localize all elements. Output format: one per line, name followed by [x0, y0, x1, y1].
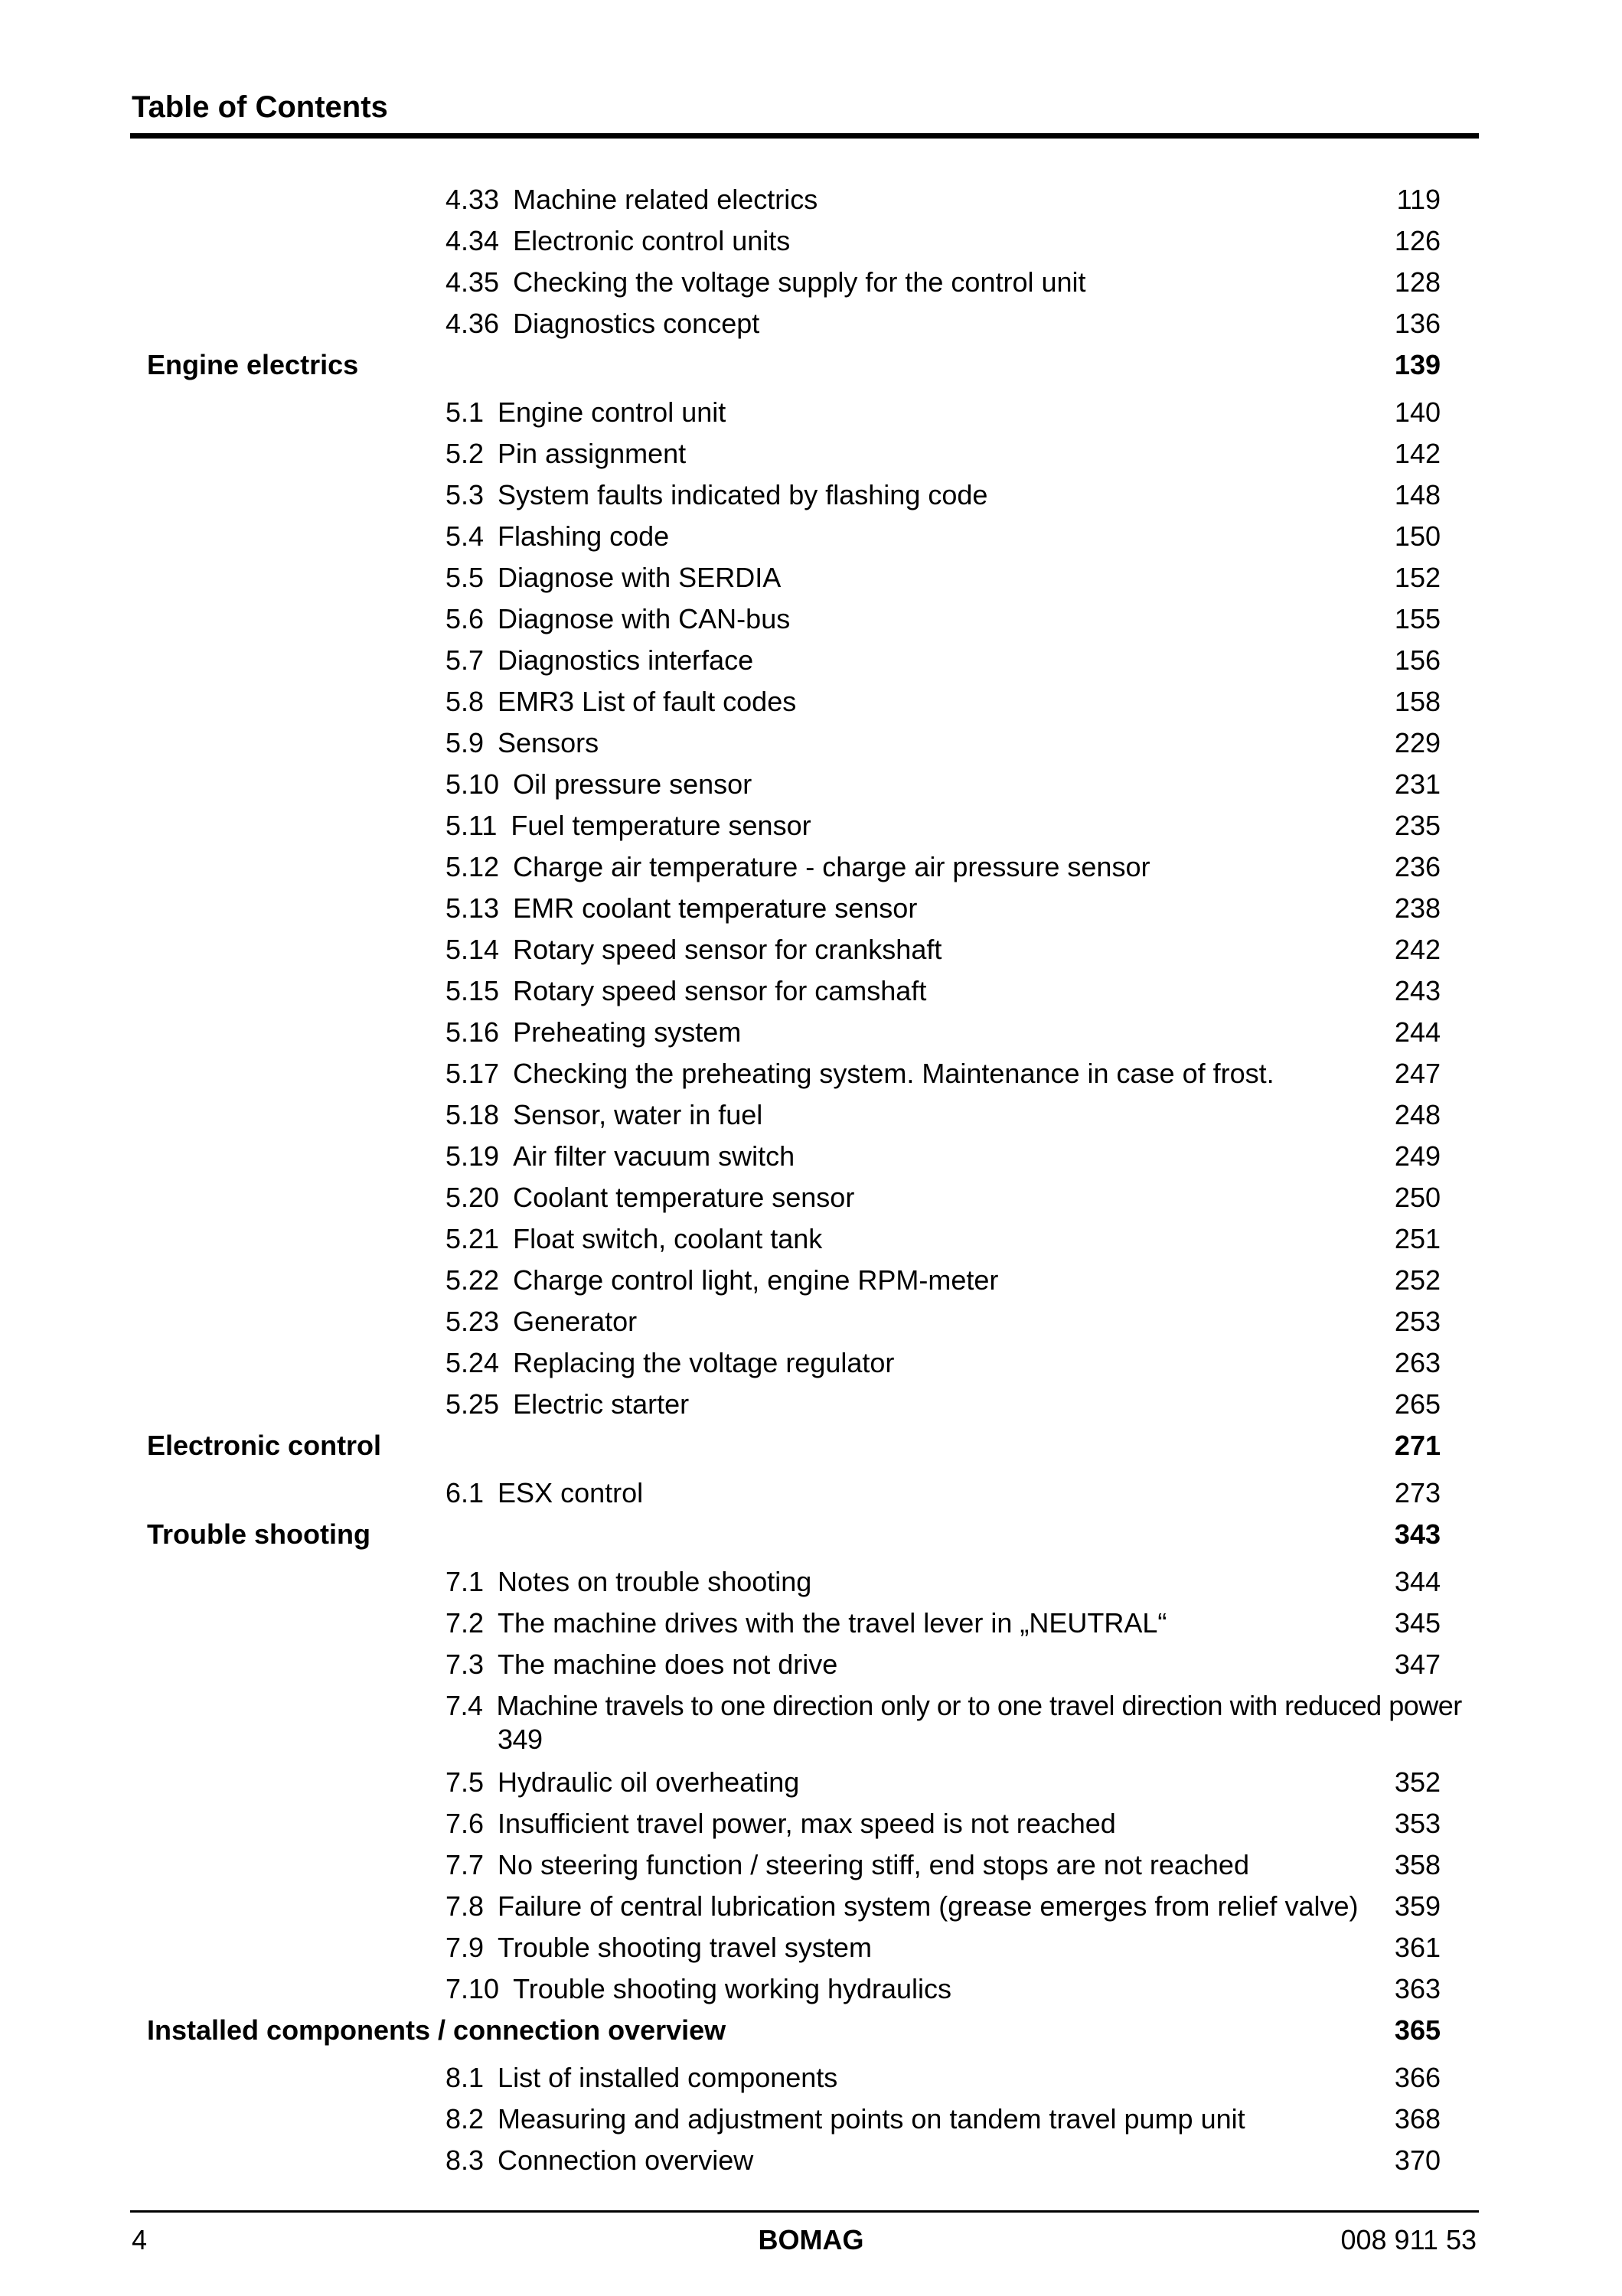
toc-entry-page: 370	[1394, 2144, 1441, 2176]
toc-entry	[445, 475, 1441, 516]
toc-entry	[445, 970, 1441, 1012]
toc-entry-number: 5.14	[445, 934, 500, 965]
toc-entry-number: 5.21	[445, 1223, 500, 1254]
toc-entry	[445, 640, 1441, 681]
toc-entry-label: Float switch, coolant tank	[513, 1223, 823, 1254]
toc-entry	[445, 1177, 1441, 1218]
toc-entry-label: Fuel temperature sensor	[511, 810, 811, 841]
toc-entry-number: 7.4	[445, 1690, 483, 1721]
toc-entry-number: 8.2	[445, 2103, 485, 2135]
toc-entry-label: List of installed components	[498, 2062, 838, 2093]
toc-entry-label: EMR3 List of fault codes	[498, 686, 797, 717]
toc-entry	[445, 1968, 1441, 2010]
toc-entry-number: 5.18	[445, 1099, 500, 1130]
toc-entry-page: 359	[1394, 1890, 1441, 1922]
toc-entry-label: Sensors	[498, 727, 599, 758]
toc-entry	[445, 1136, 1441, 1177]
toc-entry-label: Charge control light, engine RPM-meter	[513, 1264, 999, 1296]
toc-entry-number: 5.25	[445, 1388, 500, 1420]
toc-entry	[445, 1012, 1441, 1053]
toc-entry-label: Electronic control units	[513, 225, 791, 256]
toc-entry-label: Flashing code	[498, 520, 670, 552]
toc-entry-page: 242	[1394, 934, 1441, 965]
toc-entry-number: 7.10	[445, 1973, 500, 2004]
toc-entry-number: 5.6	[445, 603, 485, 634]
toc-entry-label: System faults indicated by flashing code	[498, 479, 988, 510]
toc-entry-label: Hydraulic oil overheating	[498, 1766, 800, 1798]
toc-entry-label: Engine control unit	[498, 396, 726, 428]
toc-entry	[445, 1803, 1441, 1844]
toc-entry-page: 140	[1394, 396, 1441, 428]
toc-entry-label: Measuring and adjustment points on tandem travel pump unit	[498, 2103, 1245, 2135]
toc-entry	[445, 764, 1441, 805]
toc-entry-number: 7.2	[445, 1607, 485, 1639]
toc-entry-number: 4.36	[445, 308, 500, 339]
toc-entry	[445, 433, 1441, 475]
toc-entry-number: 7.3	[445, 1649, 485, 1680]
toc-entry-page: 136	[1394, 308, 1441, 339]
toc-entry-number: 5.9	[445, 727, 485, 758]
toc-entry-page: 150	[1394, 520, 1441, 552]
toc-entry-number: 7.9	[445, 1932, 485, 1963]
toc-entry-label: Diagnose with CAN-bus	[498, 603, 791, 634]
toc-entry-label: Rotary speed sensor for crankshaft	[513, 934, 942, 965]
toc-entry-number: 6.1	[445, 1477, 485, 1508]
toc-entry	[445, 2099, 1441, 2140]
toc-entry-page: 353	[1394, 1808, 1441, 1839]
page-title: Table of Contents	[132, 90, 388, 124]
toc-entry-label: Machine related electrics	[513, 184, 818, 215]
toc-chapter-page: 343	[1394, 1518, 1441, 1550]
toc-entry-label: Diagnostics interface	[498, 644, 754, 676]
toc-entry-label: Air filter vacuum switch	[513, 1140, 795, 1172]
toc-entry-page: 236	[1394, 851, 1441, 882]
toc-entry-number: 5.8	[445, 686, 485, 717]
toc-entry-number: 5.12	[445, 851, 500, 882]
toc-entry-number: 5.24	[445, 1347, 500, 1378]
toc-chapter-page: 365	[1394, 2014, 1441, 2046]
toc-entry-label: Sensor, water in fuel	[513, 1099, 763, 1130]
toc-entry-page: 148	[1394, 479, 1441, 510]
toc-entry-page: 142	[1394, 438, 1441, 469]
toc-entry-label: Failure of central lubrication system (grease emerges from relief valve)	[498, 1890, 1359, 1922]
toc-chapter-heading: Electronic control	[147, 1430, 382, 1461]
toc-entry	[445, 805, 1441, 846]
toc-entry	[445, 1561, 1441, 1603]
toc-entry	[445, 2140, 1441, 2181]
toc-entry-label: Rotary speed sensor for camshaft	[513, 975, 927, 1006]
toc-entry-page: 344	[1394, 1566, 1441, 1597]
toc-entry-label: Generator	[513, 1306, 638, 1337]
toc-chapter-heading: Installed components / connection overview	[147, 2014, 726, 2046]
toc-entry-number: 5.19	[445, 1140, 500, 1172]
toc-chapter-page: 139	[1394, 349, 1441, 380]
toc-entry	[445, 929, 1441, 970]
toc-entry-page: 250	[1394, 1182, 1441, 1213]
toc-entry	[445, 1342, 1441, 1384]
toc-entry-page: 244	[1394, 1016, 1441, 1048]
toc-entry	[445, 220, 1441, 262]
toc-entry-page: 126	[1394, 225, 1441, 256]
toc-entry-page: 156	[1394, 644, 1441, 676]
toc-entry-page: 349	[498, 1724, 543, 1755]
toc-entry-page: 243	[1394, 975, 1441, 1006]
toc-entry-page: 263	[1394, 1347, 1441, 1378]
toc-entry-number: 7.7	[445, 1849, 485, 1880]
toc-entry-page: 265	[1394, 1388, 1441, 1420]
toc-entry-label: Checking the voltage supply for the control unit	[513, 266, 1086, 298]
toc-entry-page: 366	[1394, 2062, 1441, 2093]
toc-entry-page: 229	[1394, 727, 1441, 758]
toc-entry	[445, 722, 1441, 764]
toc-entry	[445, 1218, 1441, 1260]
toc-entry-label: ESX control	[498, 1477, 644, 1508]
toc-entry-page: 345	[1394, 1607, 1441, 1639]
toc-chapter-heading: Engine electrics	[147, 349, 359, 380]
toc-entry-page: 238	[1394, 892, 1441, 924]
toc-entry-number: 8.3	[445, 2144, 485, 2176]
toc-entry-page: 231	[1394, 768, 1441, 800]
toc-entry-number: 5.2	[445, 438, 485, 469]
toc-entry-number: 8.1	[445, 2062, 485, 2093]
toc-entry	[445, 1927, 1441, 1968]
toc-entry-label: Diagnose with SERDIA	[498, 562, 782, 593]
toc-entry-page: 347	[1394, 1649, 1441, 1680]
toc-entry	[445, 1384, 1441, 1425]
toc-entry-page: 251	[1394, 1223, 1441, 1254]
toc-entry-page: 235	[1394, 810, 1441, 841]
toc-entry	[445, 1644, 1441, 1685]
toc-entry	[445, 1689, 1479, 1756]
toc-entry	[445, 179, 1441, 220]
toc-entry-page: 252	[1394, 1264, 1441, 1296]
toc-entry-page: 249	[1394, 1140, 1441, 1172]
toc-entry-label: Checking the preheating system. Maintenance in case of frost.	[513, 1058, 1274, 1089]
toc-entry-label: Oil pressure sensor	[513, 768, 752, 800]
toc-entry	[445, 1603, 1441, 1644]
toc-entry	[445, 2057, 1441, 2099]
toc-entry-page: 155	[1394, 603, 1441, 634]
toc-entry-number: 5.13	[445, 892, 500, 924]
toc-entry	[445, 1844, 1441, 1886]
toc-entry-number: 5.7	[445, 644, 485, 676]
toc-entry-number: 7.8	[445, 1890, 485, 1922]
toc-entry-page: 273	[1394, 1477, 1441, 1508]
toc-entry	[445, 1473, 1441, 1514]
toc-entry-number: 5.1	[445, 396, 485, 428]
toc-entry-label: Trouble shooting working hydraulics	[513, 1973, 952, 2004]
footer-page-number: 4	[132, 2224, 148, 2255]
toc-entry-number: 7.1	[445, 1566, 485, 1597]
toc-entry	[445, 1886, 1441, 1927]
toc-entry-page: 358	[1394, 1849, 1441, 1880]
toc-entry-number: 5.10	[445, 768, 500, 800]
toc-entry-number: 5.3	[445, 479, 485, 510]
toc-entry	[445, 1260, 1441, 1301]
toc-entry-page: 368	[1394, 2103, 1441, 2135]
toc-entry-label: No steering function / steering stiff, end stops are not reached	[498, 1849, 1249, 1880]
toc-entry-label: The machine drives with the travel lever in „NEUTRAL“	[498, 1607, 1167, 1639]
toc-entry-page: 247	[1394, 1058, 1441, 1089]
toc-entry-number: 5.15	[445, 975, 500, 1006]
footer-rule	[130, 2210, 1479, 2213]
toc-entry-label: Charge air temperature - charge air pressure sensor	[513, 851, 1150, 882]
toc-entry-label: Machine travels to one direction only or to one travel direction with reduced power	[496, 1690, 1462, 1721]
toc-entry-label: Trouble shooting travel system	[498, 1932, 872, 1963]
toc-entry-label: Pin assignment	[498, 438, 687, 469]
toc-entry-label: Insufficient travel power, max speed is not reached	[498, 1808, 1116, 1839]
toc-entry-number: 5.20	[445, 1182, 500, 1213]
toc-entry-number: 5.17	[445, 1058, 500, 1089]
toc-entry-page: 119	[1396, 184, 1441, 215]
toc-entry-number: 4.34	[445, 225, 500, 256]
toc-entry-page: 158	[1394, 686, 1441, 717]
toc-entry-number: 5.22	[445, 1264, 500, 1296]
toc-entry-label: Preheating system	[513, 1016, 742, 1048]
toc-entry-label: Notes on trouble shooting	[498, 1566, 812, 1597]
toc-entry-page: 352	[1394, 1766, 1441, 1798]
toc-entry-label: Replacing the voltage regulator	[513, 1347, 895, 1378]
toc-entry	[445, 846, 1441, 888]
footer-brand: BOMAG	[758, 2224, 864, 2255]
toc-entry-number: 5.23	[445, 1306, 500, 1337]
toc-entry	[445, 1094, 1441, 1136]
toc-chapter-heading: Trouble shooting	[147, 1518, 370, 1550]
footer-doc-number: 008 911 53	[1340, 2224, 1477, 2255]
toc-entry-number: 5.5	[445, 562, 485, 593]
toc-entry	[445, 392, 1441, 433]
toc-entry-label: Coolant temperature sensor	[513, 1182, 855, 1213]
toc-entry-number: 5.11	[445, 810, 498, 841]
toc-chapter-page: 271	[1394, 1430, 1441, 1461]
toc-entry-number: 7.6	[445, 1808, 485, 1839]
toc-entry-page: 361	[1394, 1932, 1441, 1963]
toc-entry	[445, 262, 1441, 303]
toc-entry-label: EMR coolant temperature sensor	[513, 892, 918, 924]
toc-entry	[445, 598, 1441, 640]
toc-entry-number: 5.16	[445, 1016, 500, 1048]
toc-entry	[445, 557, 1441, 598]
toc-entry	[445, 1053, 1441, 1094]
toc-entry-page: 248	[1394, 1099, 1441, 1130]
toc-entry-page: 152	[1394, 562, 1441, 593]
toc-entry-page: 253	[1394, 1306, 1441, 1337]
toc-entry-page: 128	[1394, 266, 1441, 298]
toc-entry-number: 7.5	[445, 1766, 485, 1798]
toc-entry	[445, 516, 1441, 557]
toc-entry	[445, 681, 1441, 722]
toc-entry-label: The machine does not drive	[498, 1649, 838, 1680]
toc-entry	[445, 1762, 1441, 1803]
toc-entry	[445, 303, 1441, 344]
toc-entry-label: Electric starter	[513, 1388, 690, 1420]
toc-entry-number: 5.4	[445, 520, 485, 552]
toc-entry-label: Diagnostics concept	[513, 308, 760, 339]
toc-entry-page: 363	[1394, 1973, 1441, 2004]
toc-entry-number: 4.33	[445, 184, 500, 215]
toc-entry	[445, 1301, 1441, 1342]
toc-entry-label: Connection overview	[498, 2144, 754, 2176]
toc-entry	[445, 888, 1441, 929]
toc-entry-number: 4.35	[445, 266, 500, 298]
